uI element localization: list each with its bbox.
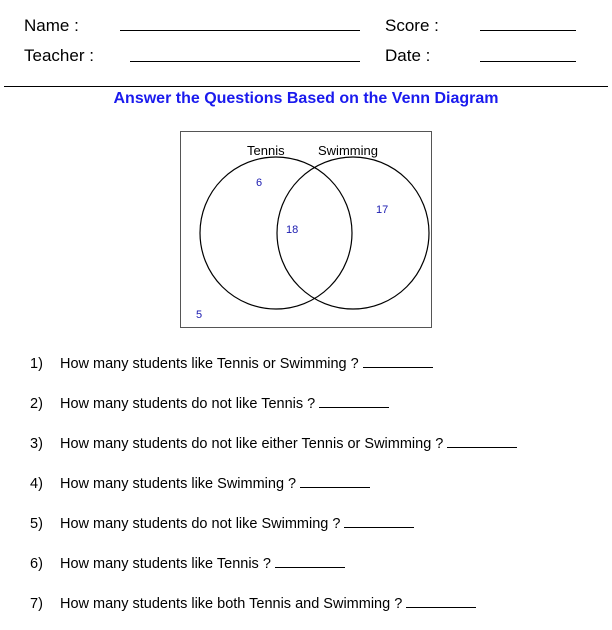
question-number: 5)	[30, 516, 43, 532]
answer-blank[interactable]	[300, 473, 370, 488]
name-field[interactable]	[120, 30, 360, 31]
question-number: 6)	[30, 556, 43, 572]
question-text: How many students like Tennis or Swimming ?	[60, 356, 359, 372]
question-number: 7)	[30, 596, 43, 612]
count-tennis-only: 6	[256, 177, 263, 189]
question-2	[30, 393, 389, 412]
name-label: Name :	[24, 16, 79, 35]
question-text: How many students like Tennis ?	[60, 556, 271, 572]
count-both: 18	[286, 224, 299, 236]
question-5	[30, 513, 414, 532]
date-label: Date :	[385, 46, 431, 65]
count-swimming-only: 17	[376, 204, 389, 216]
page-title: Answer the Questions Based on the Venn Diagram	[113, 90, 499, 107]
header-divider	[4, 86, 608, 87]
question-number: 3)	[30, 436, 43, 452]
tennis-circle	[200, 157, 352, 309]
question-1	[30, 353, 433, 372]
question-number: 1)	[30, 356, 43, 372]
teacher-label: Teacher :	[24, 46, 94, 65]
answer-blank[interactable]	[406, 593, 476, 608]
score-field[interactable]	[480, 30, 576, 31]
answer-blank[interactable]	[344, 513, 414, 528]
question-number: 2)	[30, 396, 43, 412]
score-label: Score :	[385, 16, 439, 35]
answer-blank[interactable]	[447, 433, 517, 448]
question-text: How many students do not like Tennis ?	[60, 396, 316, 412]
question-6	[30, 553, 345, 572]
date-field[interactable]	[480, 61, 576, 62]
set-label-tennis: Tennis	[247, 143, 285, 158]
answer-blank[interactable]	[363, 353, 433, 368]
question-text: How many students like both Tennis and Swimming ?	[60, 596, 403, 612]
set-label-swimming: Swimming	[318, 143, 378, 158]
swimming-circle	[277, 157, 429, 309]
venn-diagram	[180, 131, 432, 328]
question-text: How many students do not like Swimming ?	[60, 516, 341, 532]
question-number: 4)	[30, 476, 43, 492]
question-4	[30, 473, 370, 492]
question-text: How many students do not like either Tennis or Swimming ?	[60, 436, 444, 452]
question-text: How many students like Swimming ?	[60, 476, 297, 492]
teacher-field[interactable]	[130, 61, 360, 62]
answer-blank[interactable]	[319, 393, 389, 408]
answer-blank[interactable]	[275, 553, 345, 568]
question-3	[30, 433, 517, 452]
count-neither: 5	[196, 309, 203, 321]
question-7	[30, 593, 476, 612]
